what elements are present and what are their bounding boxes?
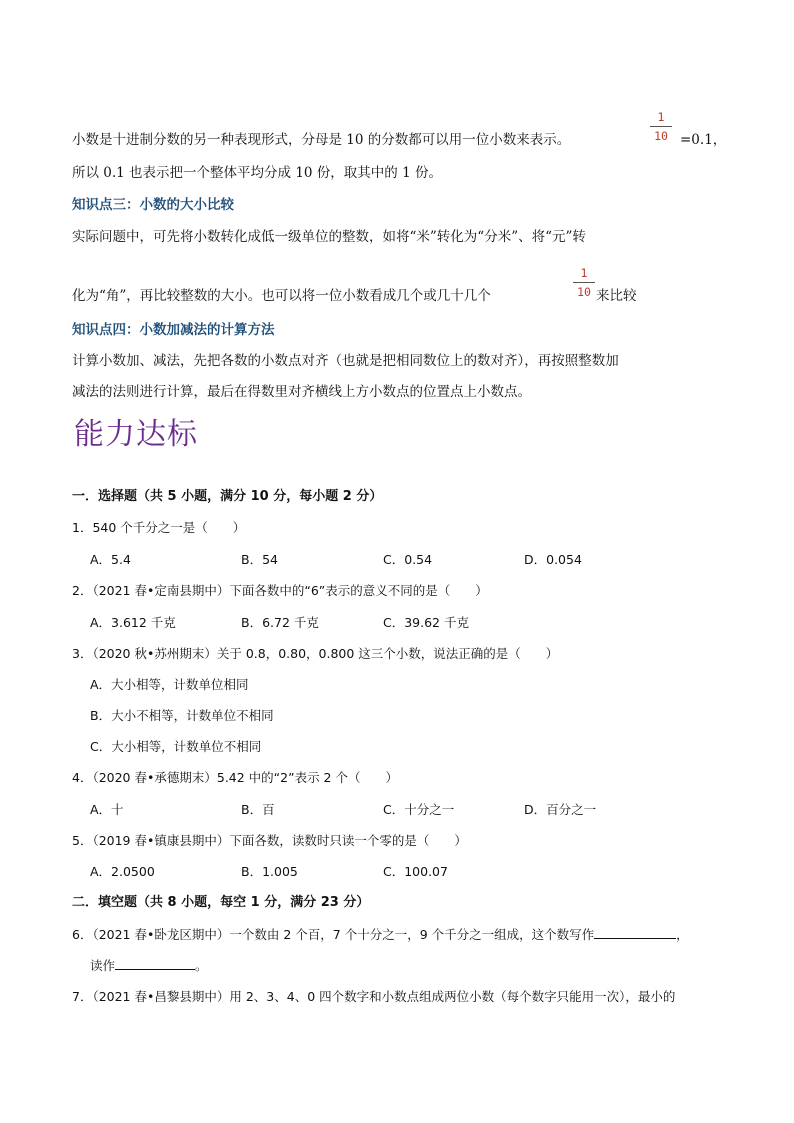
kp4-line-2: 减法的法则进行计算，最后在得数里对齐横线上方小数点的位置点上小数点。 (72, 384, 531, 400)
part1-title: 一．选择题（共 5 小题，满分 10 分，每小题 2 分） (72, 489, 383, 504)
q7-stem: 7．（2021 春•昌黎县期中）用 2、3、4、0 四个数字和小数点组成两位小数（每个数字只能用一次），最小的 (72, 989, 676, 1004)
q4-stem: 4．（2020 春•承德期末）5.42 中的“2”表示 2 个（ ） (72, 770, 398, 785)
q1-option-d[interactable]: D．0.054 (524, 552, 582, 567)
q5-option-c[interactable]: C．100.07 (383, 864, 448, 879)
section-title: 能力达标 (74, 417, 198, 452)
q6-line-1 (72, 925, 689, 945)
fraction-one-tenth-2 (573, 266, 595, 299)
kp4-heading: 知识点四：小数加减法的计算方法 (72, 322, 275, 338)
q2-option-a[interactable]: A．3.612 千克 (90, 615, 176, 630)
q4-option-b[interactable]: B．百 (241, 802, 275, 817)
q3-option-c[interactable]: C．大小相等，计数单位不相同 (90, 739, 262, 754)
fraction-one-tenth (650, 110, 672, 143)
q2-stem: 2．（2021 春•定南县期中）下面各数中的“6”表示的意义不同的是（ ） (72, 583, 488, 598)
q5-stem: 5．（2019 春•镇康县期中）下面各数，读数时只读一个零的是（ ） (72, 833, 467, 848)
q5-option-a[interactable]: A．2.0500 (90, 864, 155, 879)
q4-option-d[interactable]: D．百分之一 (524, 802, 597, 817)
intro-line-1 (72, 130, 570, 150)
q1-option-b[interactable]: B．54 (241, 552, 278, 567)
fraction-numerator: 1 (657, 110, 665, 124)
fraction-denominator: 10 (654, 129, 668, 143)
kp3-line-2: 化为“角”，再比较整数的大小。也可以将一位小数看成几个或几十几个 (72, 288, 491, 304)
q4-option-a[interactable]: A．十 (90, 802, 124, 817)
fraction-numerator: 1 (580, 266, 588, 280)
q4-option-c[interactable]: C．十分之一 (383, 802, 455, 817)
kp4-line-1: 计算小数加、减法，先把各数的小数点对齐（也就是把相同数位上的数对齐），再按照整数加 (72, 353, 619, 369)
q2-option-c[interactable]: C．39.62 千克 (383, 615, 469, 630)
fraction-denominator: 10 (577, 285, 591, 299)
intro-line-2: 所以 0.1 也表示把一个整体平均分成 10 份，取其中的 1 份。 (72, 165, 442, 181)
q1-option-a[interactable]: A．5.4 (90, 552, 131, 567)
q3-option-b[interactable]: B．大小不相等，计数单位不相同 (90, 708, 274, 723)
part2-title: 二．填空题（共 8 小题，每空 1 分，满分 23 分） (72, 895, 370, 910)
kp3-line-2-tail: 来比较 (596, 288, 637, 304)
q6-period: 。 (195, 958, 208, 973)
q6-line-2 (90, 956, 208, 976)
intro-line-1-tail: =0.1， (680, 132, 727, 148)
kp3-line-1: 实际问题中，可先将小数转化成低一级单位的整数，如将“米”转化为“分米”、将“元”转 (72, 229, 586, 245)
intro-line-1-text: 小数是十进制分数的另一种表现形式，分母是 10 的分数都可以用一位小数来表示。 (72, 132, 571, 148)
q1-stem: 1．540 个千分之一是（ ） (72, 520, 246, 535)
q6-read-label: 读作 (90, 958, 116, 973)
q6-comma: ， (676, 927, 689, 942)
kp3-heading: 知识点三：小数的大小比较 (72, 197, 234, 213)
q3-option-a[interactable]: A．大小相等，计数单位相同 (90, 677, 249, 692)
q3-stem: 3．（2020 秋•苏州期末）关于 0.8，0.80，0.800 这三个小数，说法正确的是（ ） (72, 646, 559, 661)
q6-read-blank[interactable] (115, 957, 195, 970)
q5-option-b[interactable]: B．1.005 (241, 864, 298, 879)
q2-option-b[interactable]: B．6.72 千克 (241, 615, 319, 630)
q1-option-c[interactable]: C．0.54 (383, 552, 433, 567)
q6-write-blank[interactable] (594, 926, 676, 939)
q6-text: 6．（2021 春•卧龙区期中）一个数由 2 个百，7 个十分之一，9 个千分之一组成，这个数写作 (72, 927, 595, 942)
